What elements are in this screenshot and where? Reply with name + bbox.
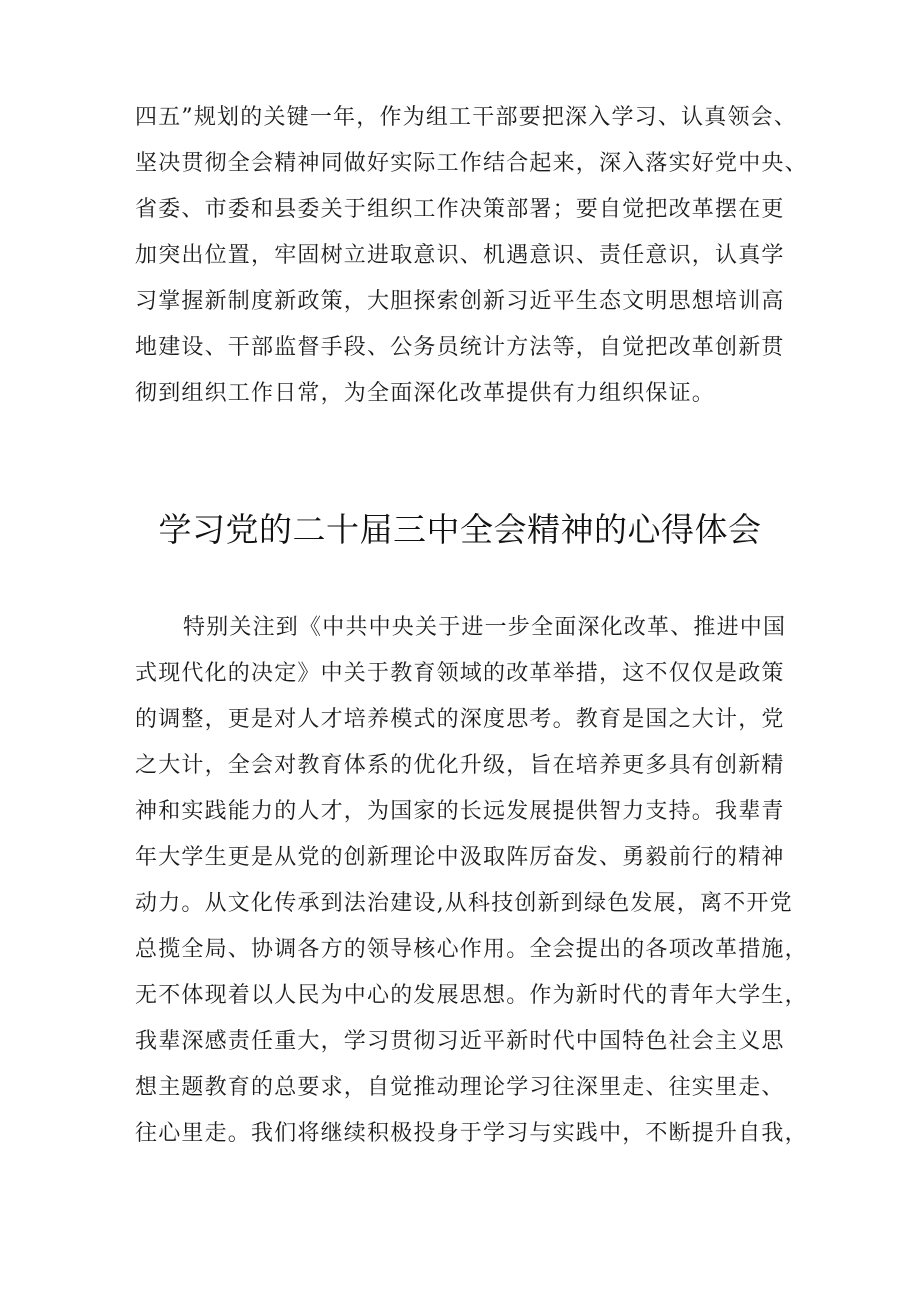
text-line: 坚决贯彻全会精神同做好实际工作结合起来，深入落实好党中央、 <box>135 151 808 176</box>
text-line: 的调整，更是对人才培养模式的深度思考。教育是国之大计，党 <box>135 707 785 732</box>
text-line-first: 特别关注到《中共中央关于进一步全面深化改革、推进中国 <box>183 615 787 640</box>
text-line: 动力。从文化传承到法治建设,从科技创新到绿色发展，离不开党 <box>135 891 793 916</box>
text-line: 省委、市委和县委关于组织工作决策部署；要自觉把改革摆在更 <box>135 197 785 222</box>
text-line: 加突出位置，牢固树立进取意识、机遇意识、责任意识，认真学 <box>135 243 785 268</box>
text-line: 想主题教育的总要求，自觉推动理论学习往深里走、往实里走、 <box>135 1075 785 1100</box>
article-title: 学习党的二十届三中全会精神的心得体会 <box>158 510 762 549</box>
text-line: 彻到组织工作日常，为全面深化改革提供有力组织保证。 <box>135 381 716 406</box>
text-line: 无不体现着以人民为中心的发展思想。作为新时代的青年大学生， <box>135 983 808 1008</box>
text-line: 习掌握新制度新政策，大胆探索创新习近平生态文明思想培训高 <box>135 289 785 314</box>
text-line: 神和实践能力的人才，为国家的长远发展提供智力支持。我辈青 <box>135 799 785 824</box>
text-line: 四五”规划的关键一年，作为组工干部要把深入学习、认真领会、 <box>135 105 798 130</box>
text-line: 我辈深感责任重大，学习贯彻习近平新时代中国特色社会主义思 <box>135 1029 785 1054</box>
text-line: 年大学生更是从党的创新理论中汲取阵厉奋发、勇毅前行的精神 <box>135 845 785 870</box>
paragraph-body <box>135 605 808 1157</box>
text-line: 往心里走。我们将继续积极投身于学习与实践中，不断提升自我， <box>135 1121 808 1146</box>
text-line: 之大计，全会对教育体系的优化升级，旨在培养更多具有创新精 <box>135 753 785 778</box>
text-line: 式现代化的决定》中关于教育领域的改革举措，这不仅仅是政策 <box>135 661 785 686</box>
text-line: 总揽全局、协调各方的领导核心作用。全会提出的各项改革措施， <box>135 937 808 962</box>
text-line: 地建设、干部监督手段、公务员统计方法等，自觉把改革创新贯 <box>135 335 785 360</box>
paragraph-continued <box>135 95 808 417</box>
